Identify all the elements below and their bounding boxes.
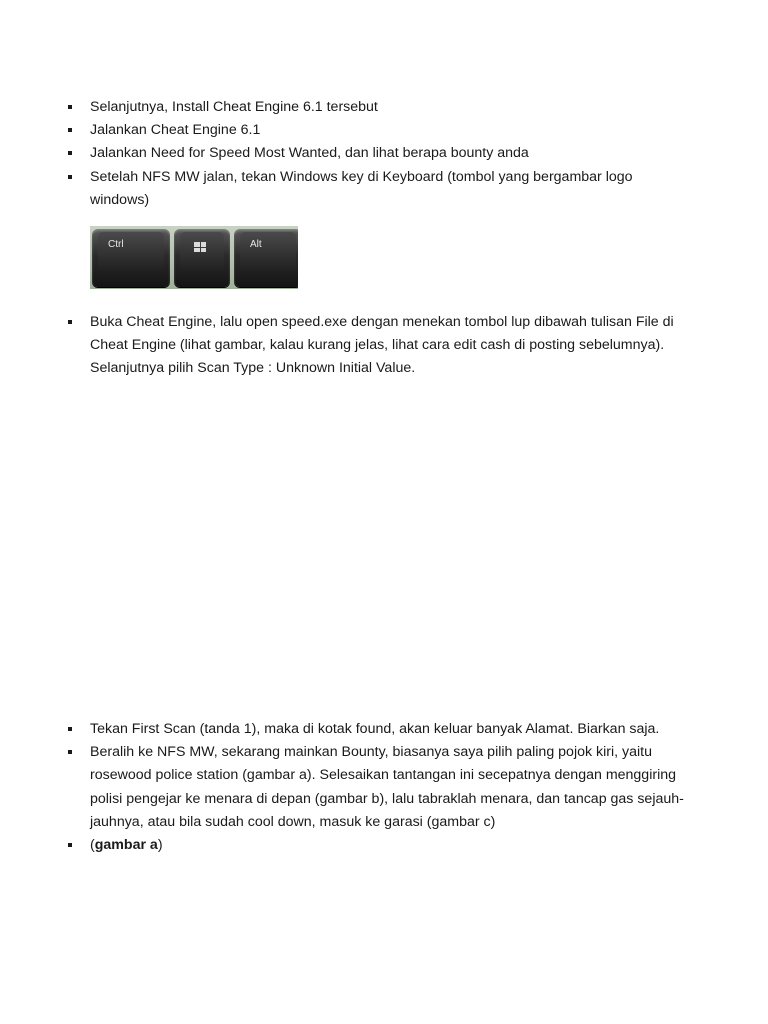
instruction-list-1 [66,96,686,212]
list-item [66,142,686,165]
list-item-text: Buka Cheat Engine, lalu open speed.exe dengan menekan tombol lup dibawah tulisan File di Cheat Engine (lihat gambar, kalau kurang jelas, lihat cara edit cash di posting sebelumnya). Selanjutnya pilih Scan Type : Unknown Initial Value. [90,314,674,377]
list-item-text: Setelah NFS MW jalan, tekan Windows key di Keyboard (tombol yang bergambar logo windows) [90,168,633,208]
list-item [66,166,686,212]
list-item-text: Beralih ke NFS MW, sekarang mainkan Bounty, biasanya saya pilih paling pojok kiri, yaitu rosewood police station (gambar a). Selesaikan tantangan ini secepatnya dengan menggiring polisi pengejar ke menara di depan (gambar b), lalu tabraklah menara, dan tancap gas sejauh-jauhnya, atau bila sudah cool down, masuk ke garasi (gambar c) [90,744,684,830]
list-item-text: Jalankan Cheat Engine 6.1 [90,122,261,139]
bullet-icon [68,105,72,109]
bullet-icon [68,128,72,132]
bullet-icon [68,727,72,731]
list-item [66,741,686,834]
list-item [66,119,686,142]
bullet-icon [68,151,72,155]
ctrl-key-label: Ctrl [108,239,124,250]
bullet-icon [68,320,72,324]
list-item-text: Tekan First Scan (tanda 1), maka di kotak found, akan keluar banyak Alamat. Biarkan saja. [90,721,660,737]
alt-key [234,229,298,287]
list-item [66,834,686,857]
list-item [66,311,686,381]
list-item [66,96,686,119]
caption-open-paren: ( [90,837,95,854]
caption-close-paren: ) [157,837,163,854]
bullet-icon [68,175,72,179]
ctrl-key [92,229,170,287]
caption-bold-text: gambar a [94,837,158,854]
list-item-text: Selanjutnya, Install Cheat Engine 6.1 tersebut [90,99,378,115]
bullet-icon [68,843,72,847]
windows-logo-icon [194,242,206,252]
instruction-list-2 [66,311,686,381]
keyboard-keys-image [90,226,298,289]
bullet-icon [68,750,72,754]
alt-key-label: Alt [250,239,262,250]
windows-key [174,229,230,287]
instruction-list-3 [66,718,686,857]
list-item-text: Jalankan Need for Speed Most Wanted, dan lihat berapa bounty anda [90,145,529,162]
list-item [66,718,686,741]
